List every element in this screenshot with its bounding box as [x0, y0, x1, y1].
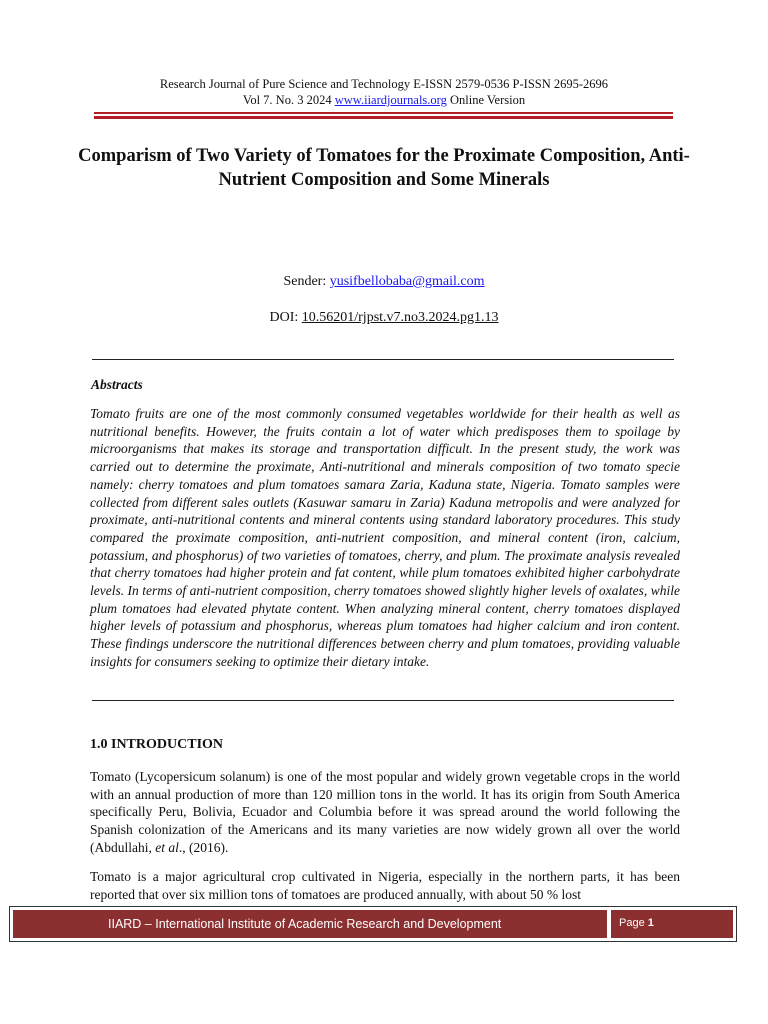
journal-name-line: Research Journal of Pure Science and Technology E-ISSN 2579-0536 P-ISSN 2695-2696	[159, 77, 609, 91]
journal-website-link[interactable]: www.iiardjournals.org	[334, 93, 447, 107]
header-rule-bottom	[94, 116, 673, 119]
abstract-divider-bottom	[92, 700, 674, 701]
footer-page-number	[611, 910, 733, 938]
intro-para1-end: ., (2016).	[178, 839, 229, 855]
introduction-paragraph-2: Tomato is a major agricultural crop cultivated in Nigeria, especially in the northern parts, it has been reported that over six million tons of tomatoes are produced annually, with about 50 % lost	[90, 869, 680, 902]
introduction-paragraph-1	[90, 768, 680, 857]
paper-title: Comparism of Two Variety of Tomatoes for the Proximate Composition, Anti-Nutrient Composition and Some Minerals	[78, 146, 690, 190]
page-number: 1	[647, 917, 654, 929]
header-rule-top	[94, 112, 673, 114]
journal-volume-line	[0, 92, 768, 108]
et-al-italic: et al	[155, 839, 179, 855]
abstract-text: Tomato fruits are one of the most commonly consumed vegetables worldwide for their health as well as nutritional benefits. However, the fruits contain a lot of water which predisposes them to spoilage by microorganisms that makes its storage and transportation difficult. In the present study, the work was carried out to determine the proximate, Anti-nutritional and minerals composition of two tomato specie namely: cherry tomatoes and plum tomatoes samara Zaria, Kaduna state, Nigeria. Tomato samples were collected from different sales outlets (Kasuwar samaru in Zaria) Kaduna metropolis and were analyzed for proximate, anti-nutritional contents and mineral contents using standard laboratory procedures. This study compared the proximate composition, anti-nutrient composition, and mineral content (iron, calcium, potassium, and phosphorus) of two varieties of tomatoes, cherry, and plum. The proximate analysis revealed that cherry tomatoes had higher protein and fat content, while plum tomatoes exhibited higher carbohydrate levels. In terms of anti-nutrient composition, cherry tomatoes showed slightly higher levels of oxalates, while plum tomatoes had elevated phytate content. When analyzing mineral content, cherry tomatoes displayed higher levels of potassium and phosphorus, whereas plum tomatoes had higher calcium and iron content. These findings underscore the nutritional differences between cherry and plum tomatoes, providing valuable insights for consumers seeking to optimize their dietary intake.	[90, 406, 680, 669]
journal-header	[0, 76, 768, 108]
page-footer	[9, 906, 737, 942]
sender-label: Sender:	[283, 274, 330, 289]
sender-line	[0, 274, 768, 290]
sender-email-link[interactable]: yusifbellobaba@gmail.com	[329, 274, 485, 289]
abstract-heading: Abstracts	[91, 377, 143, 392]
doi-link[interactable]: 10.56201/rjpst.v7.no3.2024.pg1.13	[301, 310, 499, 325]
intro-para1-text: Tomato (Lycopersicum solanum) is one of the most popular and widely grown vegetable crops in the world with an annual production of more than 120 million tons in the world. It has its origin from South America specifically Peru, Bolivia, Ecuador and Columbia before it was spread around the world following the Spanish colonization of the Americans and its many varieties are now widely grown all over the world (Abdullahi,	[90, 769, 680, 855]
introduction-heading: 1.0 INTRODUCTION	[90, 737, 224, 752]
footer-organization: IIARD – International Institute of Academic Research and Development	[13, 910, 607, 938]
doi-label: DOI:	[269, 310, 302, 325]
online-version-text: Online Version	[446, 93, 526, 107]
page-label: Page	[619, 917, 648, 929]
doi-line	[0, 310, 768, 326]
abstract-divider-top	[92, 359, 674, 360]
volume-text: Vol 7. No. 3 2024	[242, 93, 335, 107]
